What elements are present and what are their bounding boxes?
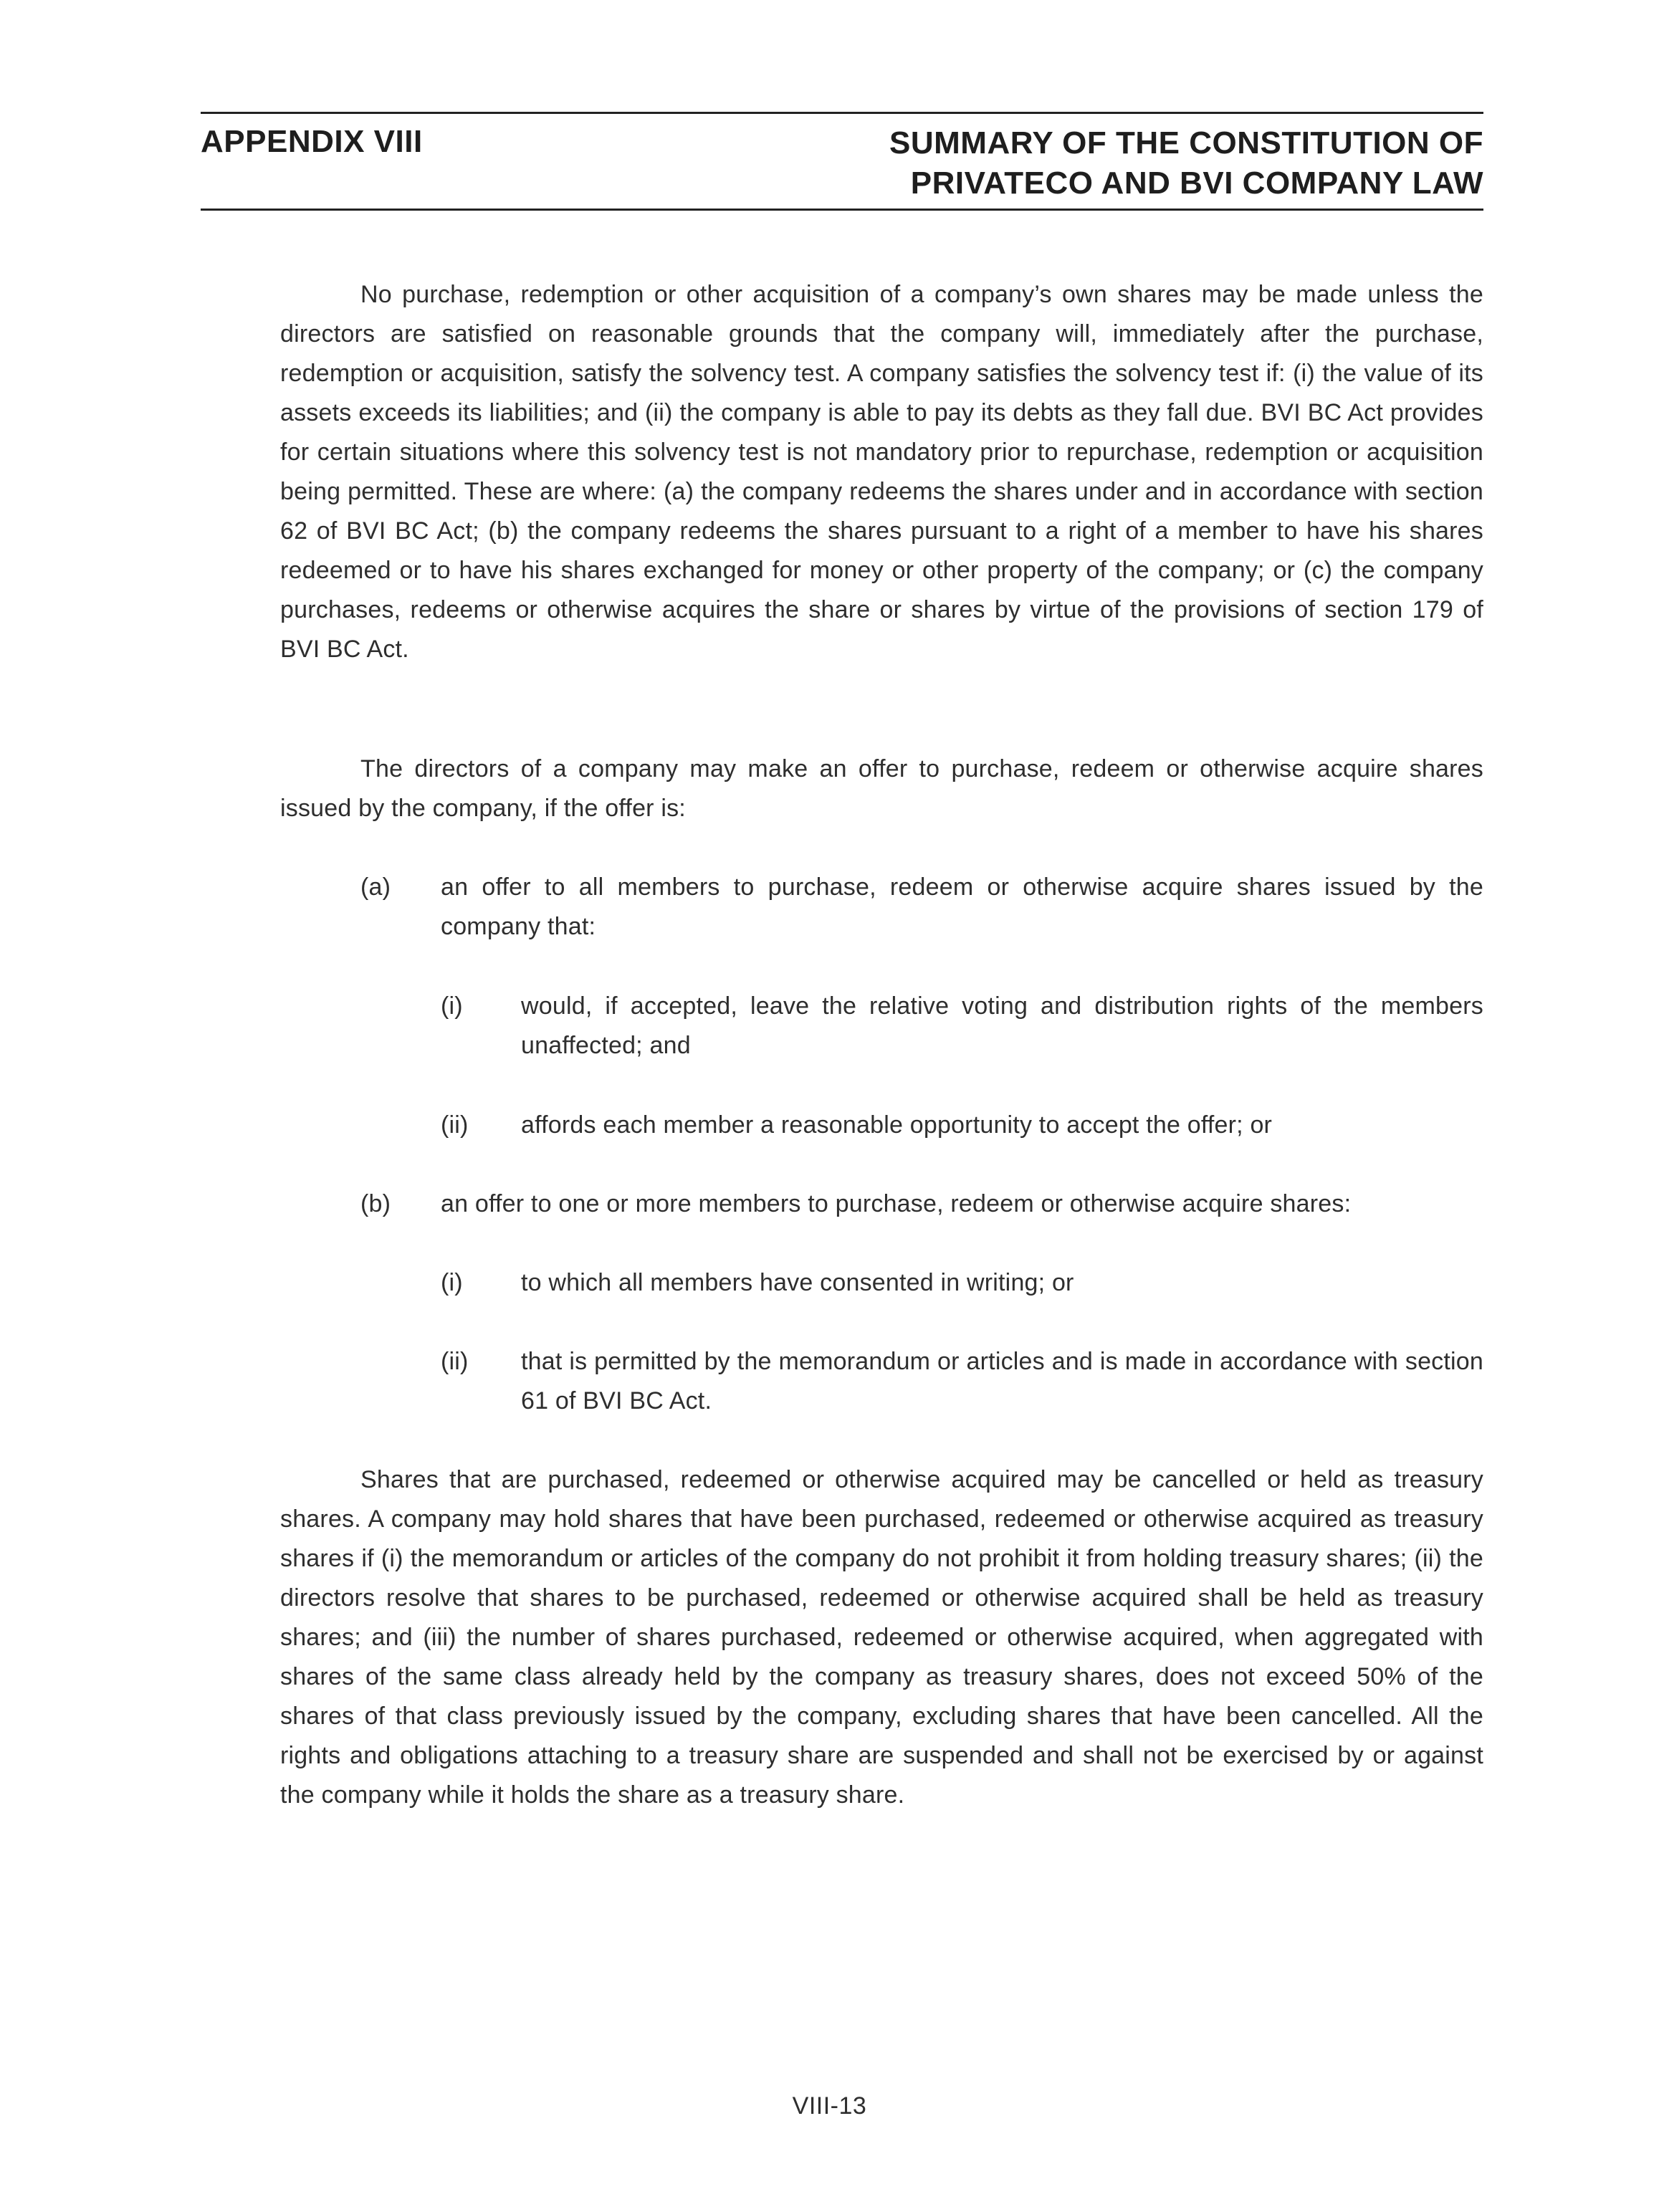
appendix-title: APPENDIX VIII <box>201 124 423 159</box>
list-item-text: an offer to one or more members to purchase, redeem or otherwise acquire shares: <box>441 1190 1352 1217</box>
page-number: VIII-13 <box>792 2092 867 2120</box>
list-marker: (b) <box>360 1190 391 1217</box>
section-title-line-2: PRIVATECO AND BVI COMPANY LAW <box>910 166 1483 201</box>
header-bottom-rule <box>201 209 1483 211</box>
list-item-text: to which all members have consented in writing; or <box>521 1269 1074 1296</box>
list-marker: (i) <box>441 1269 463 1296</box>
header-top-rule <box>201 112 1483 114</box>
list-marker: (a) <box>360 873 391 901</box>
list-marker: (i) <box>441 992 463 1020</box>
section-title-line-1: SUMMARY OF THE CONSTITUTION OF <box>889 125 1483 161</box>
section-title <box>889 123 1483 204</box>
list-marker: (ii) <box>441 1111 469 1139</box>
paragraph-directors-offer: The directors of a company may make an offer to purchase, redeem or otherwise acquire shares issued by the company, if the offer is: <box>280 755 1483 822</box>
list-item-text: that is permitted by the memorandum or articles and is made in accordance with section 61 of BVI BC Act. <box>521 1348 1483 1414</box>
list-marker: (ii) <box>441 1348 469 1375</box>
list-item-text: affords each member a reasonable opportunity to accept the offer; or <box>521 1111 1273 1139</box>
list-item-text: an offer to all members to purchase, redeem or otherwise acquire shares issued by the company that: <box>441 873 1483 940</box>
paragraph-treasury-shares: Shares that are purchased, redeemed or otherwise acquired may be cancelled or held as treasury shares. A company may hold shares that have been purchased, redeemed or otherwise acquired as treasury shares if (i) the memorandum or articles of the company do not prohibit it from holding treasury shares; (ii) the directors resolve that shares to be purchased, redeemed or otherwise acquired shall be held as treasury shares; and (iii) the number of shares purchased, redeemed or otherwise acquired, when aggregated with shares of the same class already held by the company as treasury shares, does not exceed 50% of the shares of that class previously issued by the company, excluding shares that have been cancelled. All the rights and obligations attaching to a treasury share are suspended and shall not be exercised by or against the company while it holds the share as a treasury share. <box>280 1466 1483 1809</box>
paragraph-solvency-test: No purchase, redemption or other acquisition of a company’s own shares may be made unless the directors are satisfied on reasonable grounds that the company will, immediately after the purchase, redemption or acquisition, satisfy the solvency test. A company satisfies the solvency test if: (i) the value of its assets exceeds its liabilities; and (ii) the company is able to pay its debts as they fall due. BVI BC Act provides for certain situations where this solvency test is not mandatory prior to repurchase, redemption or acquisition being permitted. These are where: (a) the company redeems the shares under and in accordance with section 62 of BVI BC Act; (b) the company redeems the shares pursuant to a right of a member to have his shares redeemed or to have his shares exchanged for money or other property of the company; or (c) the company purchases, redeems or otherwise acquires the share or shares by virtue of the provisions of section 179 of BVI BC Act. <box>280 281 1483 663</box>
list-item-text: would, if accepted, leave the relative voting and distribution rights of the members unaffected; and <box>521 992 1483 1059</box>
